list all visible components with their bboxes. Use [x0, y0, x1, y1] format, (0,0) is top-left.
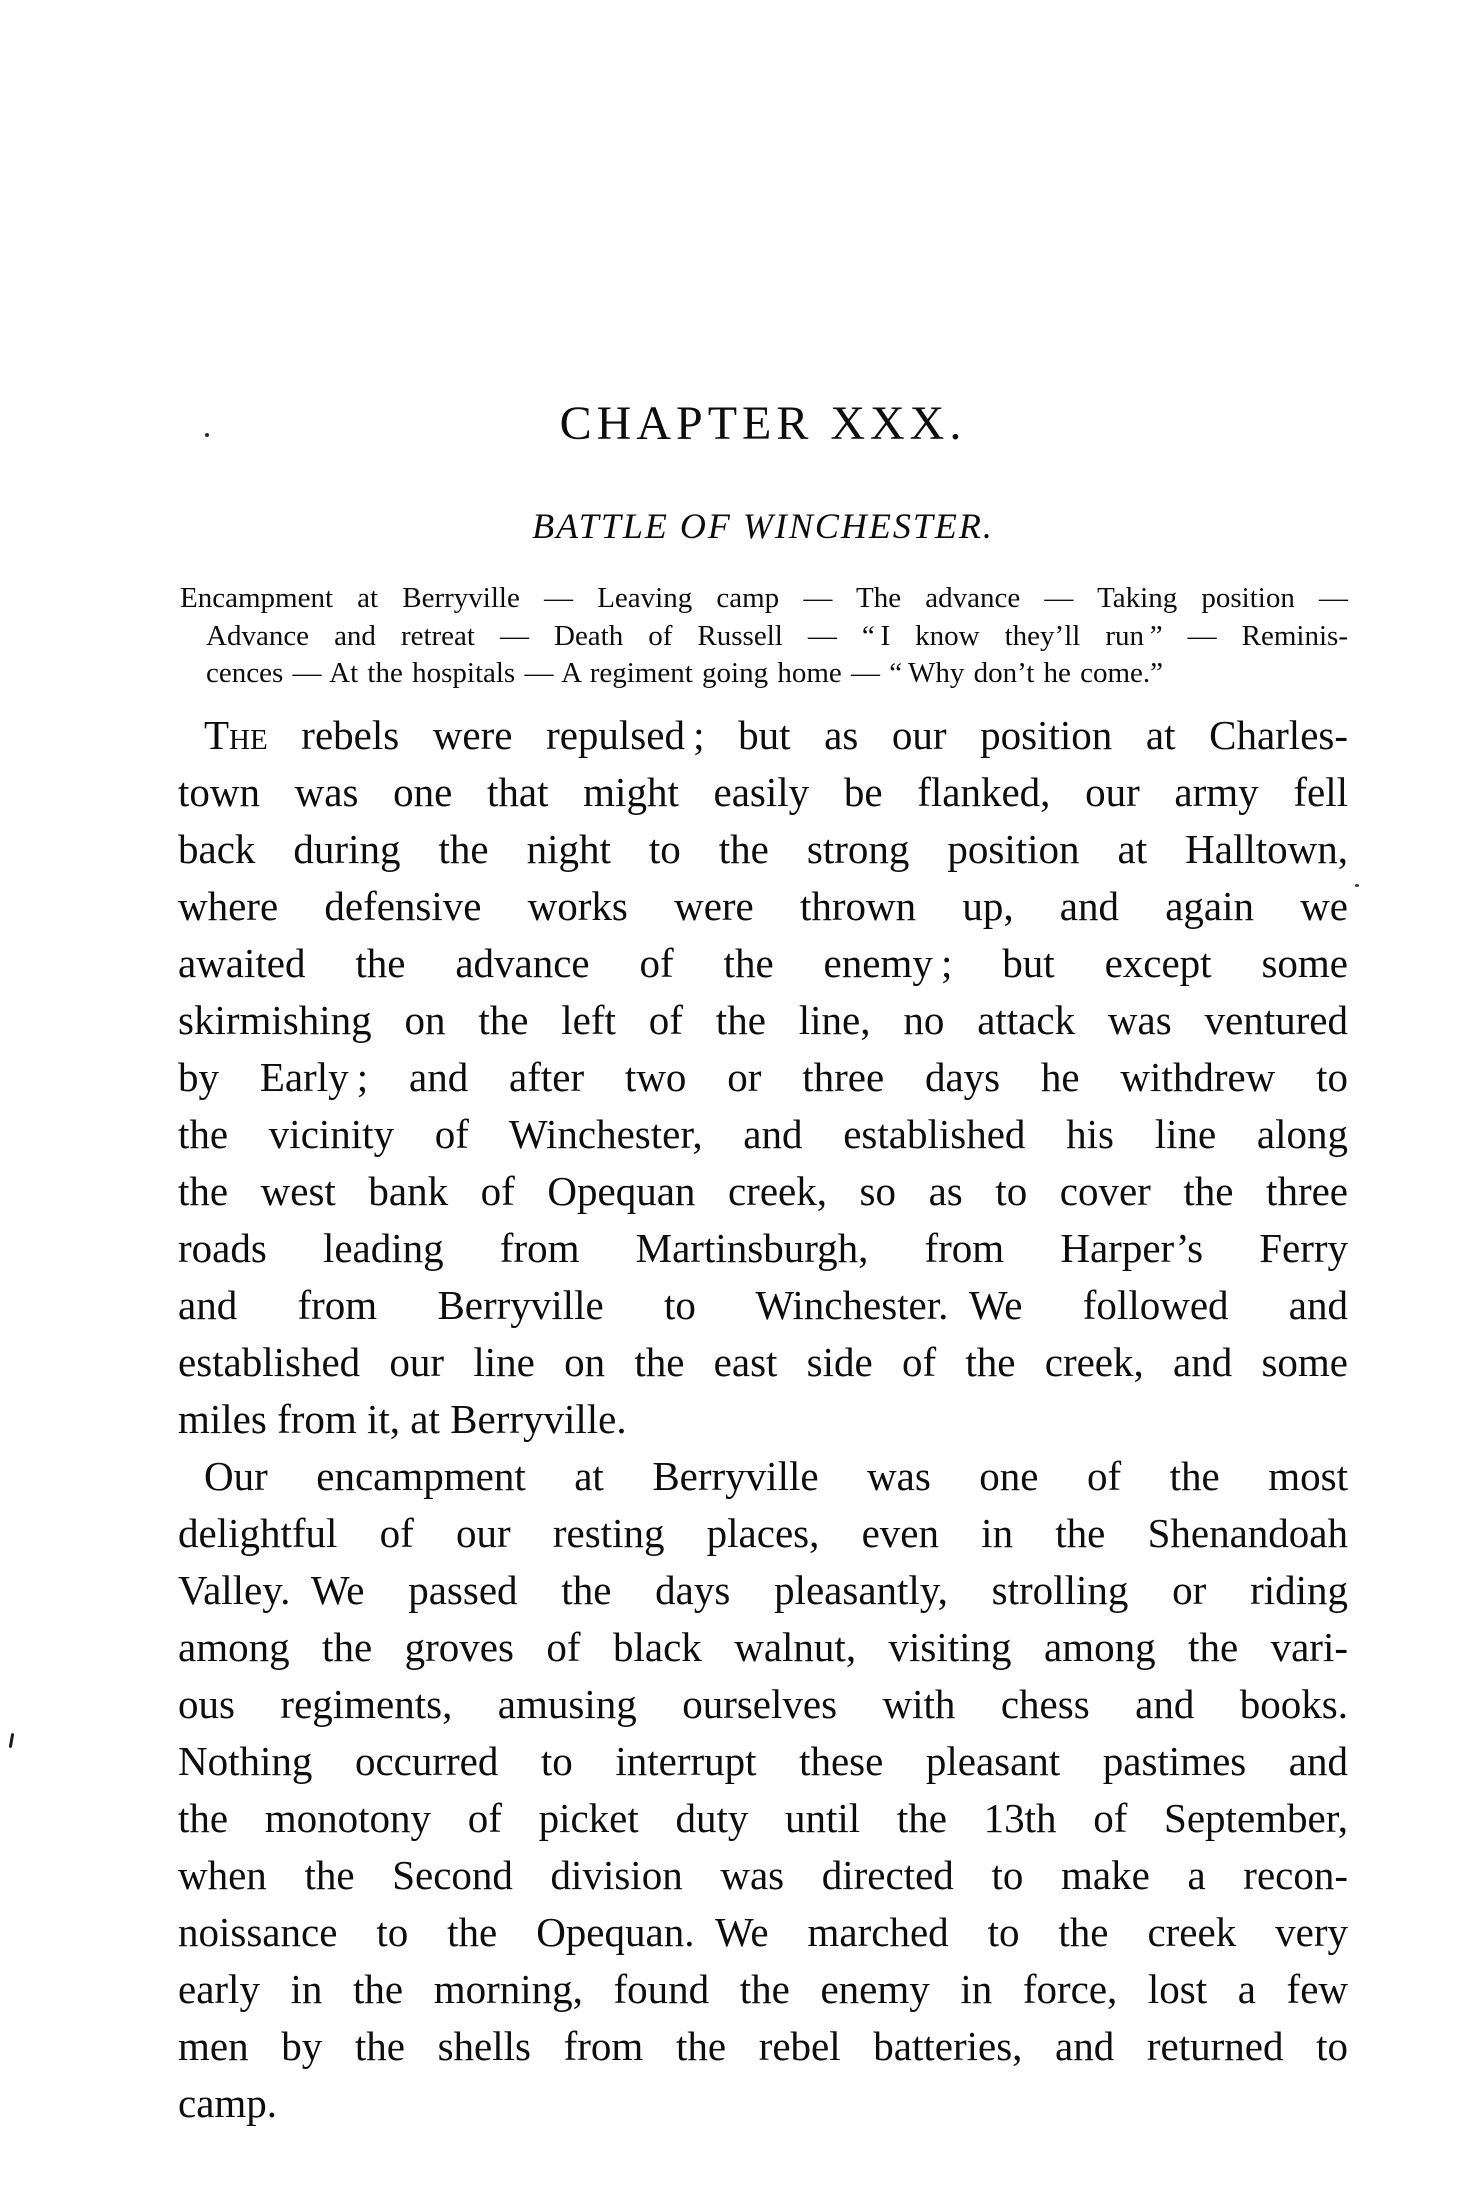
body-line: the west bank of Opequan creek, so as to cover the three: [178, 1168, 1348, 1214]
body-line: camp.: [178, 2080, 278, 2126]
body-line: Valley. We passed the days pleasantly, strolling or riding: [178, 1567, 1348, 1613]
body-line: delightful of our resting places, even in the Shenandoah: [178, 1510, 1348, 1556]
body-line: roads leading from Martinsburgh, from Harper’s Ferry: [178, 1225, 1348, 1271]
synopsis-line: cences — At the hospitals — A regiment going home — “ Why don’t he come.”: [206, 657, 1164, 689]
body-line: skirmishing on the left of the line, no attack was ventured: [178, 997, 1348, 1043]
body-line: awaited the advance of the enemy ; but except some: [178, 940, 1348, 986]
chapter-synopsis: [180, 580, 1348, 693]
body-line: miles from it, at Berryville.: [178, 1396, 627, 1442]
body-line: where defensive works were thrown up, and again we: [178, 883, 1348, 929]
body-line: by Early ; and after two or three days he withdrew to: [178, 1054, 1348, 1100]
body-line: established our line on the east side of the creek, and some: [178, 1339, 1348, 1385]
body-line: men by the shells from the rebel batteries, and returned to: [178, 2023, 1348, 2069]
synopsis-line: Encampment at Berryville — Leaving camp — The advance — Taking position —: [180, 582, 1348, 614]
chapter-subtitle: BATTLE OF WINCHESTER.: [532, 506, 994, 546]
body-text: [178, 707, 1348, 2132]
body-line: town was one that might easily be flanked, our army fell: [178, 769, 1348, 815]
body-line: early in the morning, found the enemy in force, lost a few: [178, 1966, 1348, 2012]
body-line: back during the night to the strong position at Halltown,: [178, 826, 1348, 872]
scan-mark: [9, 1733, 15, 1748]
body-line: the vicinity of Winchester, and established his line along: [178, 1111, 1348, 1157]
scan-speck: [205, 433, 209, 437]
scan-speck: [1355, 884, 1359, 887]
body-line: Nothing occurred to interrupt these pleasant pastimes and: [178, 1738, 1348, 1784]
chapter-heading: CHAPTER XXX.: [559, 397, 967, 450]
body-line: [178, 707, 1348, 764]
body-line: ous regiments, amusing ourselves with chess and books.: [178, 1681, 1348, 1727]
synopsis-line: Advance and retreat — Death of Russell — “ I know they’ll run ” — Reminis-: [206, 619, 1348, 652]
body-line: and from Berryville to Winchester. We followed and: [178, 1282, 1348, 1328]
body-line-text: rebels were repulsed ; but as our position at Charles-: [267, 712, 1348, 758]
lead-word: The: [204, 712, 268, 758]
body-line: the monotony of picket duty until the 13th of September,: [178, 1795, 1348, 1841]
body-line: among the groves of black walnut, visiting among the vari-: [178, 1624, 1348, 1670]
body-line: when the Second division was directed to make a recon-: [178, 1852, 1348, 1898]
body-line: noissance to the Opequan. We marched to the creek very: [178, 1909, 1348, 1955]
body-line: Our encampment at Berryville was one of the most: [204, 1453, 1348, 1499]
